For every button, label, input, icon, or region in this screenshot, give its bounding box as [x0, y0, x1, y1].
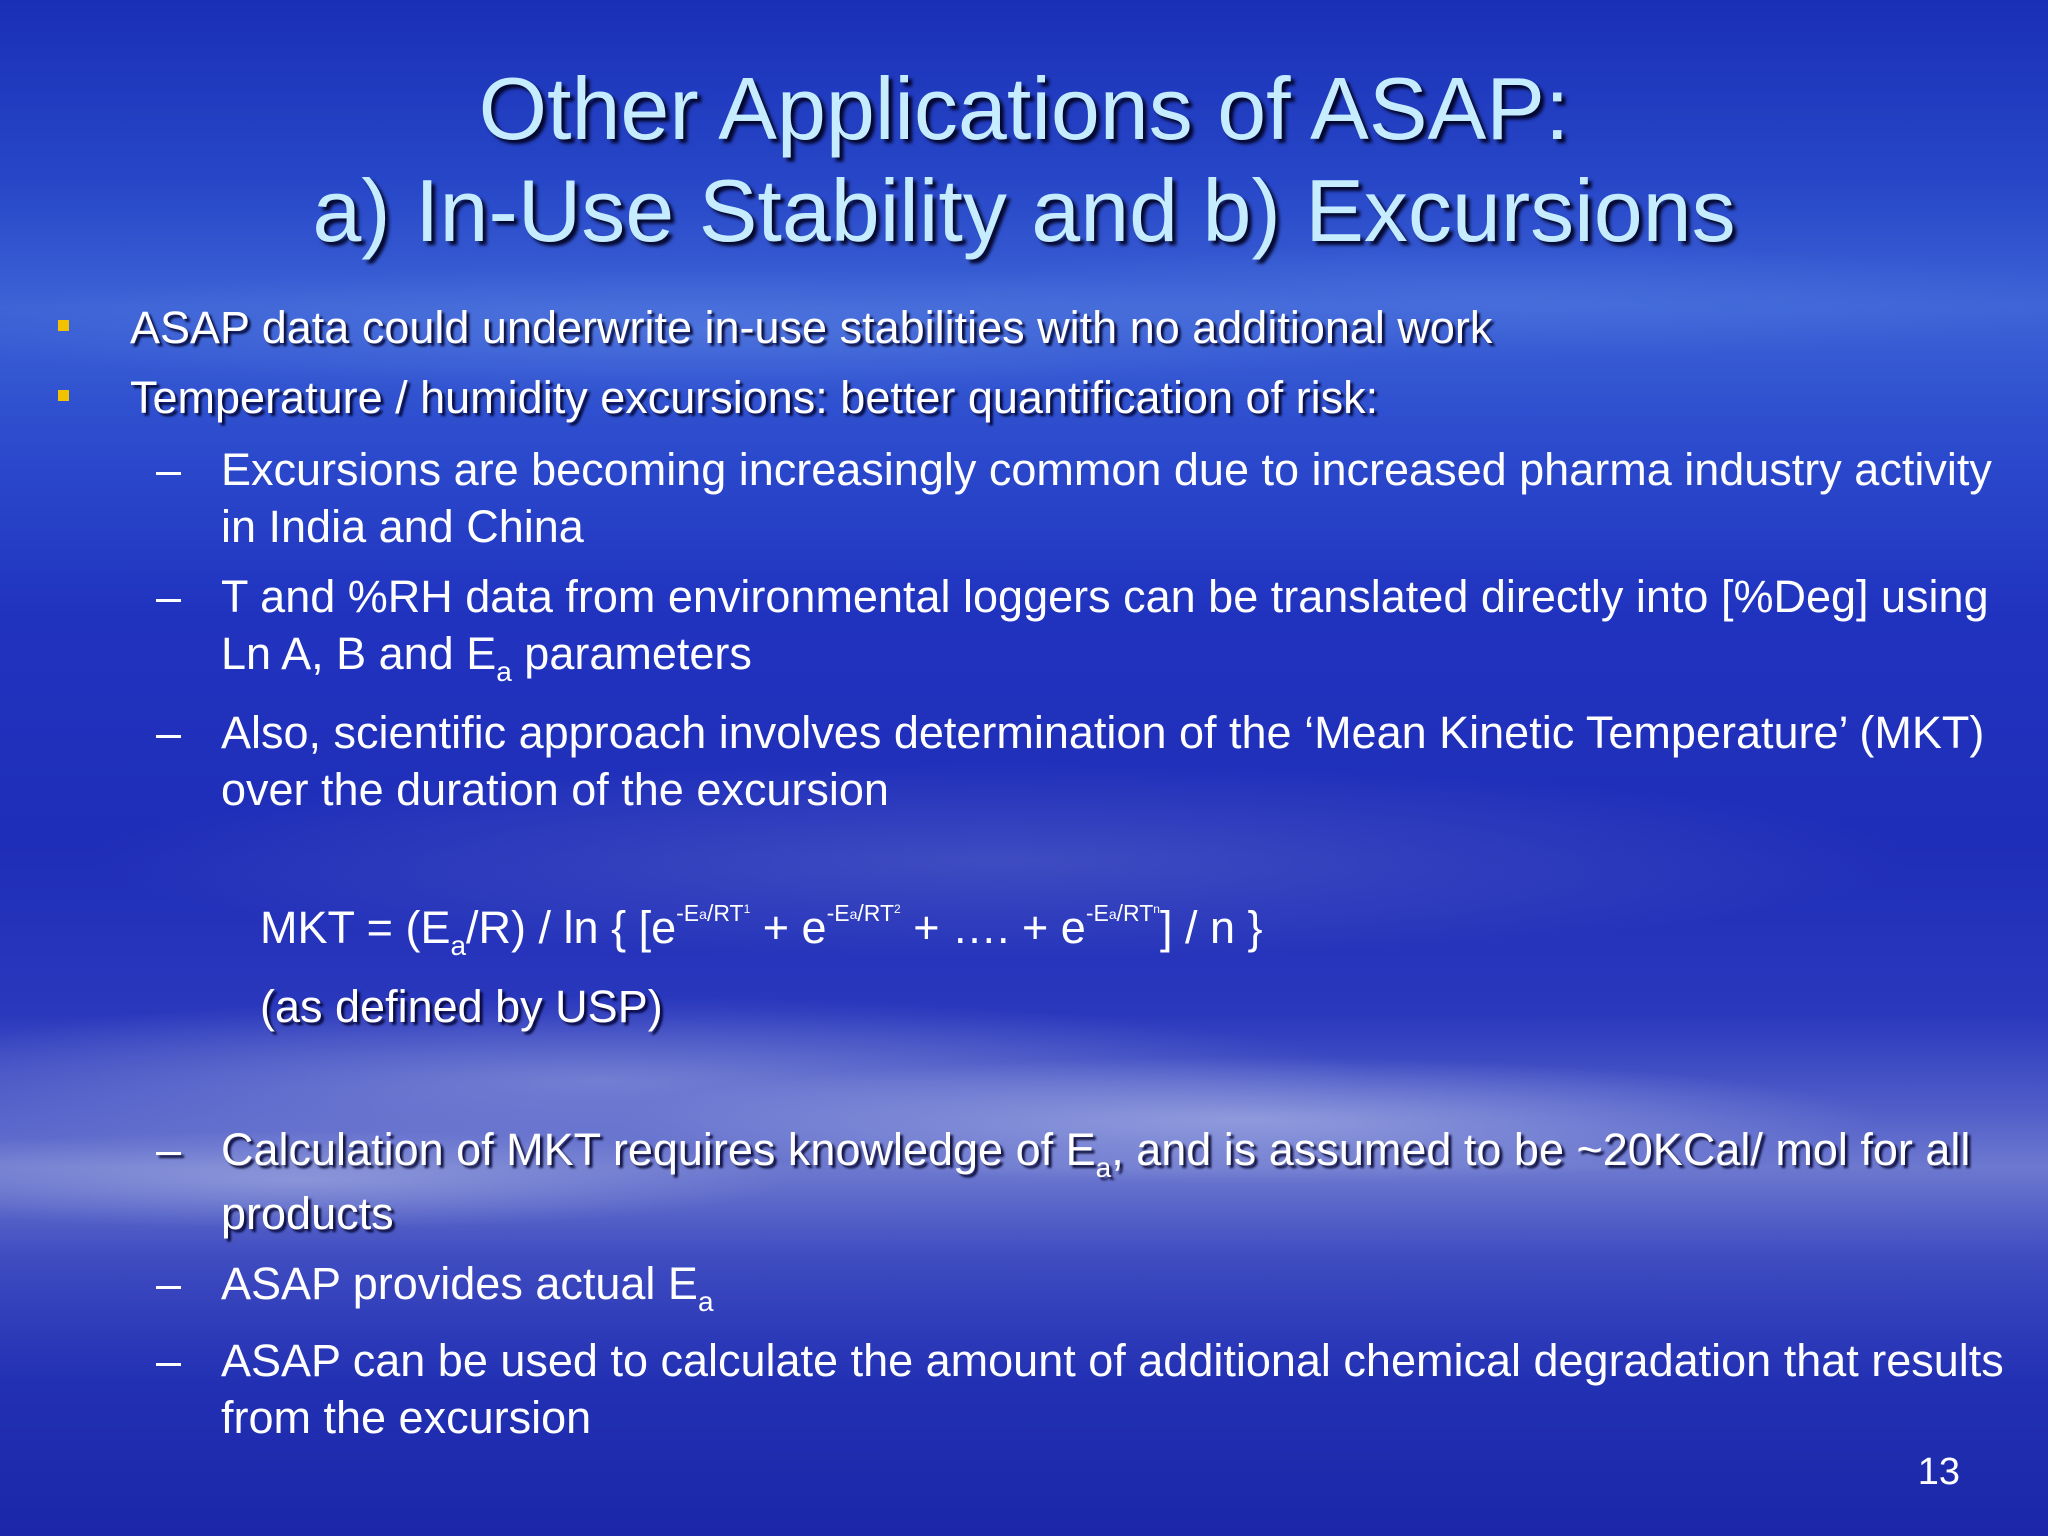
exponent-text: /RT — [706, 900, 744, 926]
exponent-text: -E — [676, 900, 700, 926]
sub-item-text: Calculation of MKT requires knowledge of E — [221, 1124, 1096, 1175]
exponent-subscript: a — [849, 906, 858, 922]
sub-item — [156, 1332, 2011, 1446]
subscript: a — [1095, 1152, 1112, 1183]
bullet-item — [130, 300, 1990, 356]
formula-exponent — [676, 900, 750, 926]
formula-text: /R) / ln { [e — [466, 902, 677, 953]
formula-exponent — [1086, 900, 1160, 926]
subscript: a — [697, 1286, 714, 1317]
exponent-text: /RT — [1116, 900, 1154, 926]
dash-marker: – — [156, 1258, 182, 1309]
formula-text: ] / n } — [1159, 902, 1263, 953]
sub-item-text: Also, scientific approach involves determination of the ‘Mean Kinetic Temperature’ (MKT) over the duration of the excursion — [221, 707, 1985, 815]
exponent-text: -E — [826, 900, 850, 926]
dash-marker: – — [156, 1335, 182, 1386]
exponent-index: 1 — [743, 902, 751, 916]
sub-item-text: parameters — [511, 628, 752, 679]
exponent-text: -E — [1085, 900, 1109, 926]
formula-text: MKT = (E — [260, 902, 451, 953]
formula-note: (as defined by USP) — [260, 981, 663, 1032]
sub-item — [156, 1255, 2011, 1317]
sub-item — [156, 568, 2011, 687]
sub-item-text: , and is assumed to be ~20KCal/ mol for all products — [221, 1124, 1971, 1239]
sub-item — [156, 704, 2011, 818]
sub-item — [156, 441, 2011, 555]
slide-title — [0, 58, 2048, 262]
formula-exponent — [827, 900, 901, 926]
page-number: 13 — [1917, 1451, 1960, 1493]
dash-marker: – — [156, 444, 182, 495]
sub-item-text: Excursions are becoming increasingly common due to increased pharma industry activity in India and China — [221, 444, 1992, 552]
exponent-subscript: a — [699, 906, 707, 922]
exponent-subscript: a — [1108, 906, 1117, 922]
slide-title-line-1: Other Applications of ASAP: — [478, 59, 1570, 158]
exponent-text: /RT — [857, 900, 895, 926]
exponent-index: n — [1153, 902, 1160, 916]
exponent-index: 2 — [894, 902, 901, 916]
subscript: a — [496, 656, 512, 687]
dash-marker: – — [156, 707, 182, 758]
bullet-text: Temperature / humidity excursions: better quantification of risk: — [130, 372, 1379, 423]
dash-marker: – — [156, 571, 182, 622]
dash-marker: – — [156, 1124, 182, 1175]
sub-item-text: ASAP can be used to calculate the amount of additional chemical degradation that results from the excursion — [221, 1335, 2004, 1443]
slide-title-line-2: a) In-Use Stability and b) Excursions — [312, 161, 1736, 260]
sub-item-text: T and %RH data from environmental loggers can be translated directly into [%Deg] using Ln A, B and E — [221, 571, 1989, 679]
bullet-text: ASAP data could underwrite in-use stabilities with no additional work — [130, 302, 1493, 353]
bullet-marker-icon — [58, 320, 69, 331]
sub-item — [156, 1118, 2011, 1246]
formula-text: + …. + e — [900, 902, 1086, 953]
sub-item-text: ASAP provides actual E — [221, 1258, 698, 1309]
bullet-marker-icon — [58, 390, 69, 401]
formula-subscript: a — [450, 930, 467, 961]
formula-text: + e — [750, 902, 827, 953]
mkt-formula — [260, 900, 1263, 961]
bullet-item — [130, 370, 1990, 426]
